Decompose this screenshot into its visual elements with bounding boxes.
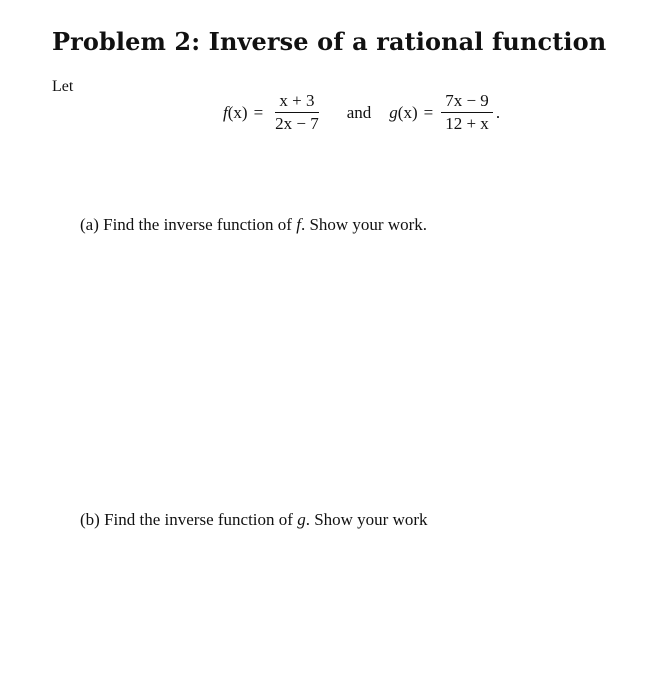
part-a-variable: f <box>296 215 301 234</box>
part-b-question <box>80 510 428 530</box>
g-numerator: 7x − 9 <box>441 92 493 113</box>
f-fraction <box>271 92 323 133</box>
f-equals: = <box>253 102 264 122</box>
g-argument: (x) <box>397 102 418 122</box>
part-b-variable: g <box>297 510 306 529</box>
g-denominator: 12 + x <box>445 114 489 133</box>
part-a-label: (a) Find the inverse function of <box>80 215 292 234</box>
g-fraction <box>441 92 493 133</box>
g-equals: = <box>423 102 434 122</box>
connector-word: and <box>346 102 372 122</box>
equation-period: . <box>495 102 501 122</box>
f-argument: (x) <box>227 102 248 122</box>
part-a-rest: . Show your work. <box>300 215 428 234</box>
function-definitions <box>223 92 500 133</box>
g-name: g <box>389 102 398 122</box>
f-denominator: 2x − 7 <box>275 114 319 133</box>
intro-text: Let <box>52 78 74 95</box>
part-a-question <box>80 215 427 235</box>
part-b-label: (b) Find the inverse function of <box>80 510 293 529</box>
problem-title: Problem 2: Inverse of a rational function <box>52 27 607 56</box>
f-name: f <box>223 102 228 122</box>
f-numerator: x + 3 <box>275 92 318 113</box>
part-b-rest: . Show your work <box>305 510 428 529</box>
